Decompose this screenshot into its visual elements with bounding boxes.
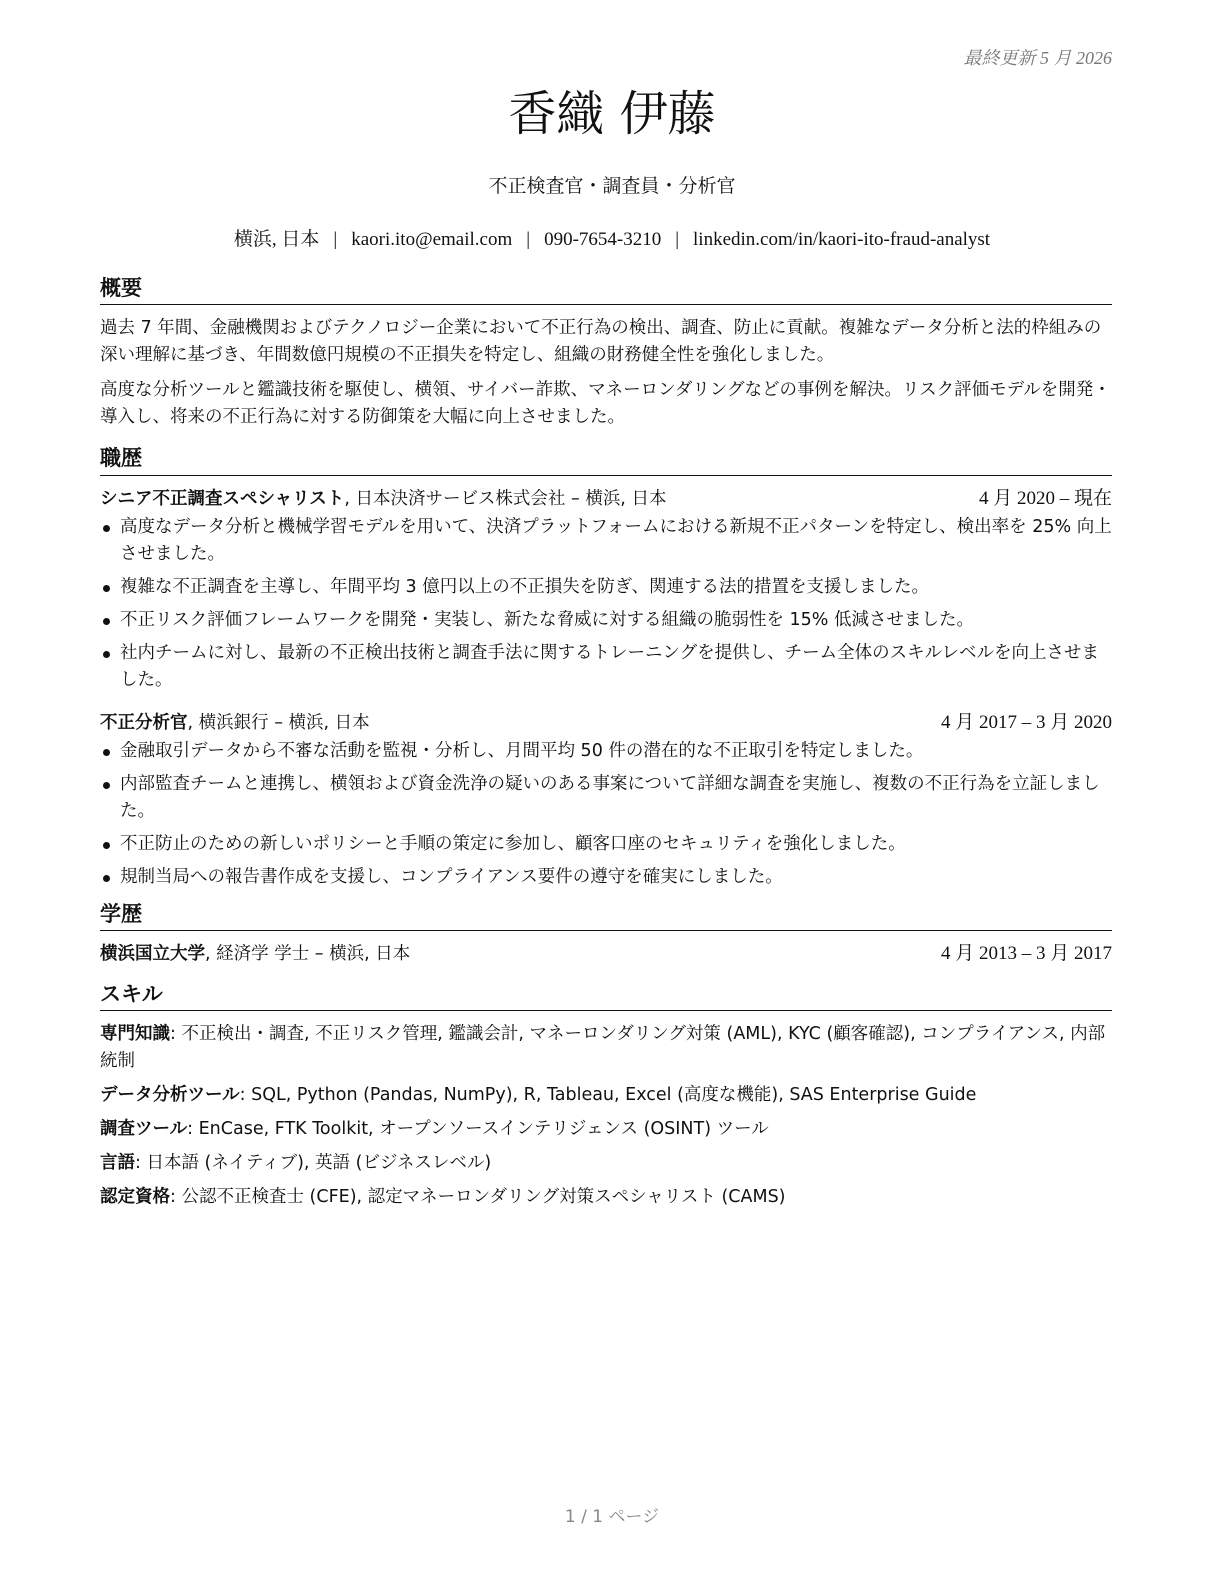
job-role: 不正分析官 [100, 712, 188, 733]
job-org: , 日本決済サービス株式会社 – 横浜, 日本 [344, 488, 667, 509]
skill-row [100, 1021, 1112, 1075]
education-entry [100, 941, 1112, 967]
job-bullets [100, 738, 1112, 891]
section-experience [100, 445, 1112, 890]
skill-label: 調査ツール [100, 1119, 188, 1140]
job-role: シニア不正調査スペシャリスト [100, 488, 345, 509]
job-bullet: 複雑な不正調査を主導し、年間平均 3 億円以上の不正損失を防ぎ、関連する法的措置を支援しました。 [100, 574, 1112, 601]
contact-separator: | [675, 229, 680, 250]
contact-separator: | [333, 229, 338, 250]
education-dates: 4 月 2013 – 3 月 2017 [940, 942, 1112, 964]
job-bullet: 社内チームに対し、最新の不正検出技術と調査手法に関するトレーニングを提供し、チーム全体のスキルレベルを向上させました。 [100, 640, 1112, 694]
section-summary [100, 275, 1112, 431]
skill-value: : 公認不正検査士 (CFE), 認定マネーロンダリング対策スペシャリスト (CAMS) [170, 1187, 786, 1208]
contact-separator: | [526, 229, 531, 250]
skill-value: : SQL, Python (Pandas, NumPy), R, Tableau, Excel (高度な機能), SAS Enterprise Guide [239, 1085, 977, 1106]
job-bullet: 内部監査チームと連携し、横領および資金洗浄の疑いのある事案について詳細な調査を実施し、複数の不正行為を立証しました。 [100, 771, 1112, 825]
updated-date: 最終更新 5 月 2026 [963, 48, 1112, 68]
skill-value: : 日本語 (ネイティブ), 英語 (ビジネスレベル) [135, 1153, 492, 1174]
job-dates: 4 月 2017 – 3 月 2020 [940, 711, 1112, 733]
tagline: 不正検査官・調査員・分析官 [488, 175, 736, 197]
section-education [100, 901, 1112, 967]
job-header [100, 710, 1112, 736]
skill-value: : 不正検出・調査, 不正リスク管理, 鑑識会計, マネーロンダリング対策 (AML), KYC (顧客確認), コンプライアンス, 内部統制 [100, 1024, 1106, 1072]
skill-value: : EnCase, FTK Toolkit, オープンソースインテリジェンス (OSINT) ツール [187, 1119, 769, 1140]
job-dates: 4 月 2020 – 現在 [978, 487, 1112, 509]
education-school: 横浜国立大学 [100, 943, 205, 964]
job-entry [100, 486, 1112, 694]
skill-row [100, 1082, 1112, 1109]
skill-label: データ分析ツール [100, 1085, 240, 1106]
candidate-name: 香織 伊藤 [508, 86, 716, 142]
skill-label: 専門知識 [100, 1024, 170, 1045]
skill-label: 言語 [100, 1153, 135, 1174]
job-bullet: 不正防止のための新しいポリシーと手順の策定に参加し、顧客口座のセキュリティを強化しました。 [100, 831, 1112, 858]
job-bullet: 金融取引データから不審な活動を監視・分析し、月間平均 50 件の潜在的な不正取引を特定しました。 [100, 738, 1112, 765]
job-bullets [100, 514, 1112, 694]
contact-location: 横浜, 日本 [233, 229, 320, 250]
summary-paragraph: 過去 7 年間、金融機関およびテクノロジー企業において不正行為の検出、調査、防止に貢献。複雑なデータ分析と法的枠組みの深い理解に基づき、年間数億円規模の不正損失を特定し、組織の財務健全性を強化しました。 [100, 318, 1102, 366]
job-bullet: 規制当局への報告書作成を支援し、コンプライアンス要件の遵守を確実にしました。 [100, 864, 1112, 891]
job-org: , 横浜銀行 – 横浜, 日本 [187, 712, 370, 733]
skill-row [100, 1116, 1112, 1143]
resume-body [100, 275, 1112, 1218]
section-title-experience: 職歴 [100, 445, 1112, 475]
job-bullet: 不正リスク評価フレームワークを開発・実装し、新たな脅威に対する組織の脆弱性を 15% 低減させました。 [100, 607, 1112, 634]
skill-label: 認定資格 [100, 1187, 170, 1208]
skill-row [100, 1184, 1112, 1211]
job-entry [100, 710, 1112, 891]
summary-paragraph: 高度な分析ツールと鑑識技術を駆使し、横領、サイバー詐欺、マネーロンダリングなどの事例を解決。リスク評価モデルを開発・導入し、将来の不正行為に対する防御策を大幅に向上させました。 [100, 380, 1111, 428]
section-title-education: 学歴 [100, 901, 1112, 931]
job-bullet: 高度なデータ分析と機械学習モデルを用いて、決済プラットフォームにおける新規不正パターンを特定し、検出率を 25% 向上させました。 [100, 514, 1112, 568]
education-detail: , 経済学 学士 – 横浜, 日本 [205, 943, 411, 964]
contact-email-link[interactable]: kaori.ito@email.com [351, 229, 513, 250]
contact-line [0, 224, 1224, 251]
section-skills [100, 981, 1112, 1211]
section-title-summary: 概要 [100, 275, 1112, 305]
job-header [100, 486, 1112, 512]
contact-linkedin-link[interactable]: linkedin.com/in/kaori-ito-fraud-analyst [693, 229, 991, 250]
skill-row [100, 1150, 1112, 1177]
page-number: 1 / 1 ページ [564, 1507, 660, 1527]
contact-phone: 090-7654-3210 [544, 229, 662, 250]
section-title-skills: スキル [100, 981, 1112, 1011]
